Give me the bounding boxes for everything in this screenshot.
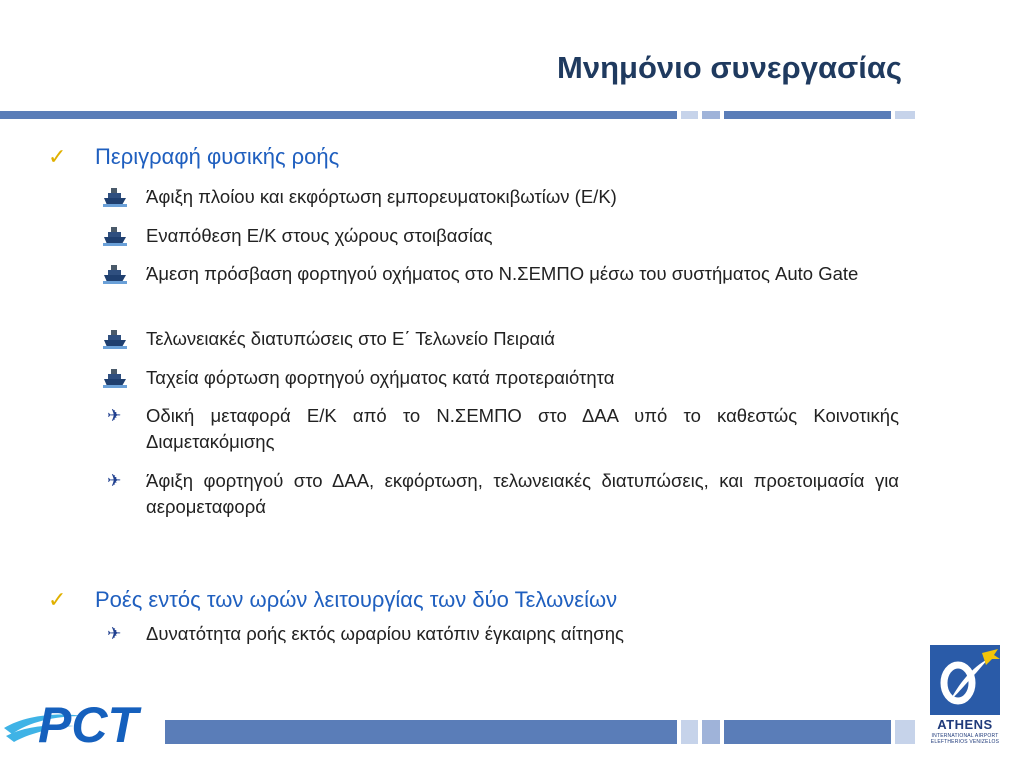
list-item [103,261,899,287]
pct-logo-text: PCT [38,697,138,748]
list-item-text: Οδική μεταφορά Ε/Κ από το Ν.ΣΕΜΠΟ στο ΔΑΑ υπό το καθεστώς Κοινοτικής Διαμετακόμισης [146,405,899,452]
list-item [103,621,899,647]
list-item-text: Άφιξη φορτηγού στο ΔΑΑ, εκφόρτωση, τελωνειακές διατυπώσεις, και προετοιμασία για αερομεταφορά [146,470,899,517]
check-icon: ✓ [48,144,67,169]
section-heading-text: Ροές εντός των ωρών λειτουργίας των δύο Τελωνείων [95,587,618,612]
list-item [103,365,899,391]
top-divider-band [0,111,915,119]
bottom-divider-band [165,720,915,744]
slide-title: Μνημόνιο συνεργασίας [557,50,902,85]
athens-logo-line2: ELEFTHERIOS VENIZELOS [930,739,1000,745]
list-item-text: Εναπόθεση Ε/Κ στους χώρους στοιβασίας [146,225,493,246]
list-item-text: Άφιξη πλοίου και εκφόρτωση εμπορευματοκιβωτίων (Ε/Κ) [146,186,617,207]
airplane-icon: ✈ [107,624,122,643]
list-item [103,223,899,249]
list-item [103,326,899,352]
list-item-text: Τελωνειακές διατυπώσεις στο Ε΄ Τελωνείο Πειραιά [146,328,555,349]
list-item [103,403,899,455]
list-item [103,468,899,520]
section-heading [48,587,617,613]
ship-icon [103,326,146,352]
list-item-text: Ταχεία φόρτωση φορτηγού οχήματος κατά προτεραιότητα [146,367,615,388]
ship-icon [103,223,146,249]
airplane-icon: ✈ [107,406,122,425]
ship-icon [103,261,146,287]
section-heading-text: Περιγραφή φυσικής ροής [95,144,340,169]
athens-logo-name: ATHENS [937,717,993,732]
ship-icon [103,184,146,210]
check-icon: ✓ [48,587,67,612]
list-item [103,184,899,210]
list-item-text: Δυνατότητα ροής εκτός ωραρίου κατόπιν έγκαιρης αίτησης [146,623,624,644]
athens-airport-logo [928,645,1002,745]
ship-icon [103,365,146,391]
section-heading [48,144,339,170]
list-item-text: Άμεση πρόσβαση φορτηγού οχήματος στο Ν.ΣΕΜΠΟ μέσω του συστήματος Auto Gate [146,263,859,284]
pct-logo [4,692,166,748]
airplane-icon: ✈ [107,471,122,490]
athens-logo-line1: INTERNATIONAL AIRPORT [931,733,999,739]
